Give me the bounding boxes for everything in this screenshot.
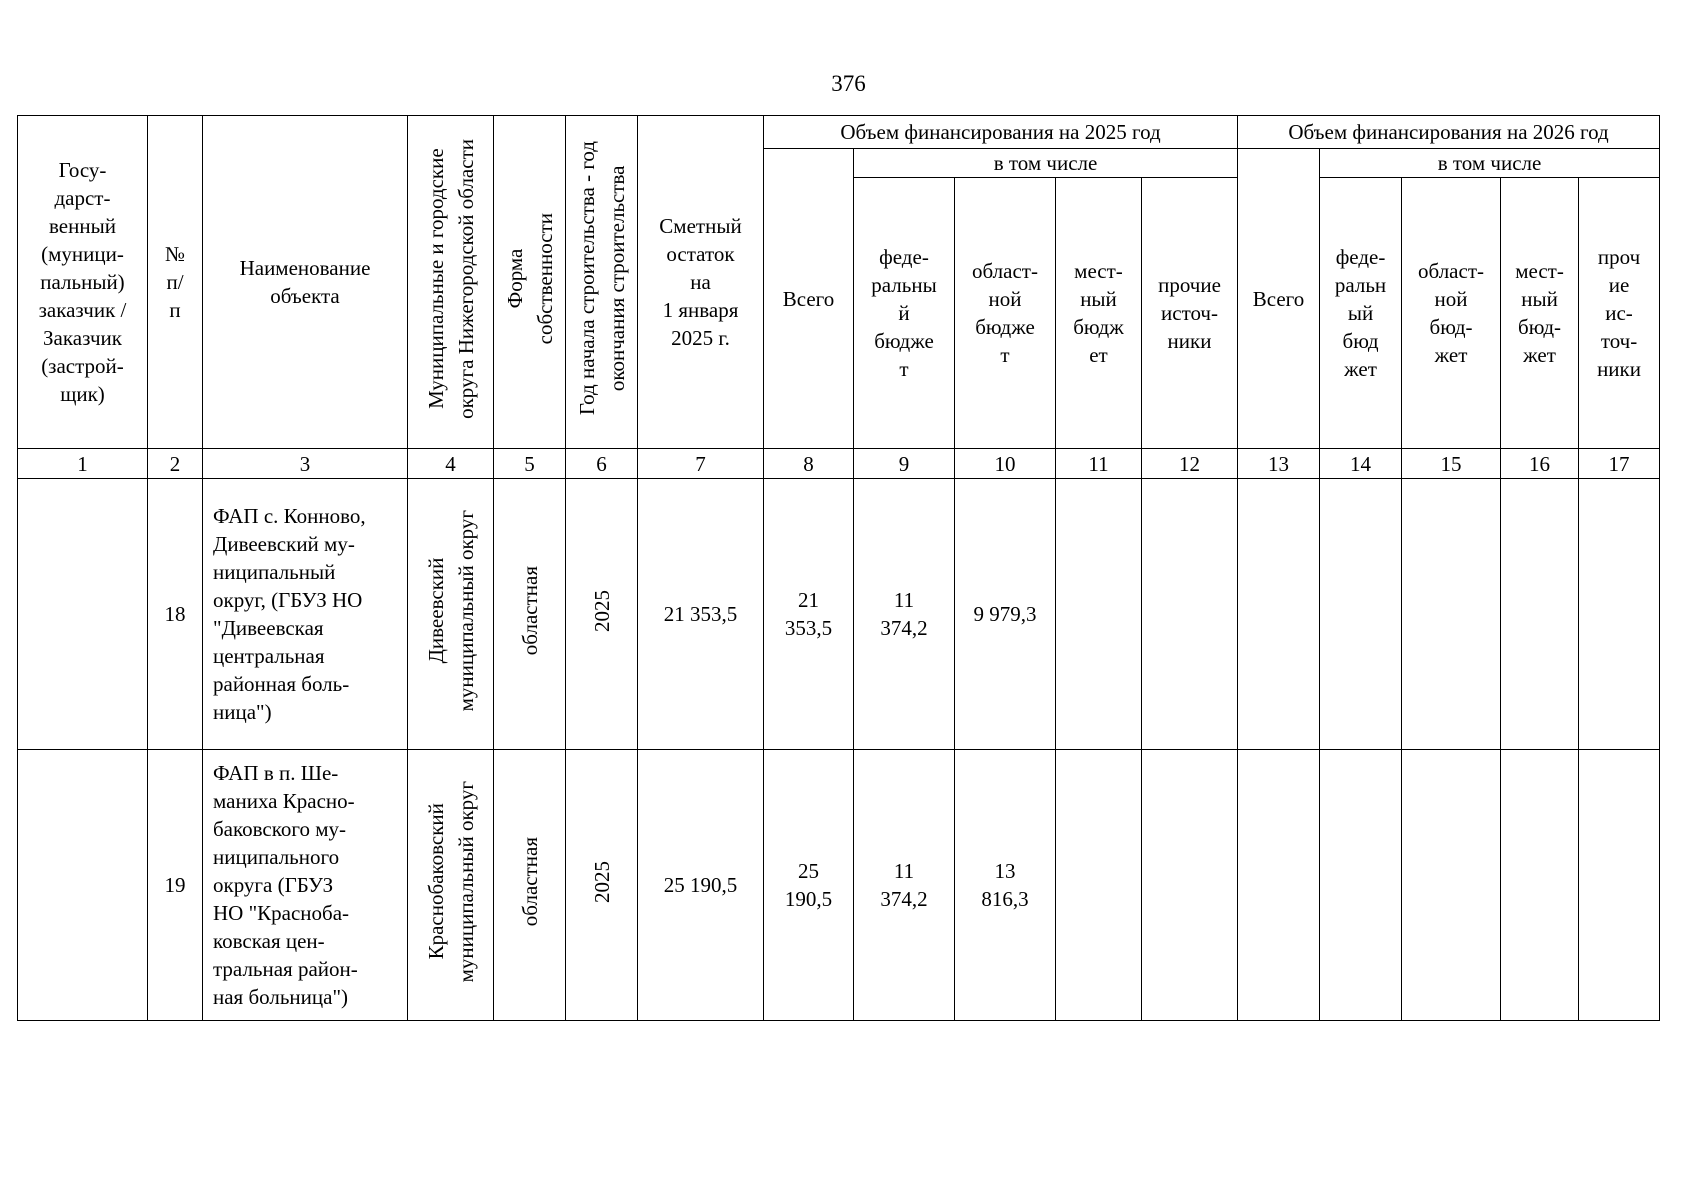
page-number: 376 [831,71,866,96]
header-municipality: Муниципальные и городские округа Нижегородской области [408,116,494,449]
cell-federal-2025: 11 374,2 [854,479,955,750]
cell-total-2026 [1238,750,1320,1021]
header-federal-2025: феде- ральны й бюдже т [854,178,955,449]
column-number: 15 [1402,449,1501,479]
header-group-2025: Объем финансирования на 2025 год [764,116,1238,149]
header-ownership: Форма собственности [494,116,566,449]
column-number: 9 [854,449,955,479]
cell-municipality: Краснобаковский муниципальный округ [408,750,494,1021]
header-group-2026: Объем финансирования на 2026 год [1238,116,1660,149]
cell-municipality: Дивеевский муниципальный округ [408,479,494,750]
column-number: 7 [638,449,764,479]
header-num: № п/ п [148,116,203,449]
header-regional-2025: област- ной бюдже т [955,178,1056,449]
cell-estimate: 25 190,5 [638,750,764,1021]
cell-other-2026 [1579,479,1660,750]
cell-total-2026 [1238,479,1320,750]
header-years: Год начала строительства - год окончания строительства [566,116,638,449]
cell-regional-2026 [1402,479,1501,750]
column-number: 8 [764,449,854,479]
column-number: 1 [18,449,148,479]
cell-other-2025 [1142,479,1238,750]
header-local-2026: мест- ный бюд- жет [1501,178,1579,449]
cell-regional-2025: 13 816,3 [955,750,1056,1021]
header-federal-2026: феде- ральн ый бюд жет [1320,178,1402,449]
cell-customer [18,750,148,1021]
cell-num: 19 [148,750,203,1021]
cell-other-2026 [1579,750,1660,1021]
header-customer: Госу- дарст- венный (муници- пальный) заказчик / Заказчик (застрой- щик) [18,116,148,449]
column-number: 17 [1579,449,1660,479]
cell-object-name: ФАП с. Конново, Дивеевский му- ниципальный округ, (ГБУЗ НО "Дивеевская центральная районная боль- ница") [203,479,408,750]
header-object-name: Наименование объекта [203,116,408,449]
cell-total-2025: 25 190,5 [764,750,854,1021]
cell-local-2025 [1056,750,1142,1021]
header-including-2026: в том числе [1320,149,1660,178]
column-number: 14 [1320,449,1402,479]
cell-customer [18,479,148,750]
header-total-2025: Всего [764,149,854,449]
header-other-2025: прочие источ- ники [1142,178,1238,449]
column-number: 5 [494,449,566,479]
cell-federal-2026 [1320,750,1402,1021]
cell-local-2026 [1501,479,1579,750]
header-estimate: Сметный остаток на 1 января 2025 г. [638,116,764,449]
header-including-2025: в том числе [854,149,1238,178]
financing-table [17,115,1660,1021]
table-row [18,750,1660,1021]
column-number: 10 [955,449,1056,479]
column-number: 3 [203,449,408,479]
cell-regional-2026 [1402,750,1501,1021]
column-number: 6 [566,449,638,479]
cell-local-2026 [1501,750,1579,1021]
column-number: 4 [408,449,494,479]
cell-years: 2025 [566,750,638,1021]
column-number: 13 [1238,449,1320,479]
cell-regional-2025: 9 979,3 [955,479,1056,750]
cell-ownership: областная [494,750,566,1021]
cell-federal-2026 [1320,479,1402,750]
cell-federal-2025: 11 374,2 [854,750,955,1021]
cell-estimate: 21 353,5 [638,479,764,750]
column-number: 2 [148,449,203,479]
cell-local-2025 [1056,479,1142,750]
header-other-2026: проч ие ис- точ- ники [1579,178,1660,449]
cell-years: 2025 [566,479,638,750]
cell-num: 18 [148,479,203,750]
column-number: 16 [1501,449,1579,479]
table-row [18,479,1660,750]
cell-ownership: областная [494,479,566,750]
header-row-1 [18,116,1660,149]
cell-object-name: ФАП в п. Ше- маниха Красно- баковского му- ниципального округа (ГБУЗ НО "Красноба- ковская цен- тральная район- ная больница") [203,750,408,1021]
column-number-row [18,449,1660,479]
cell-total-2025: 21 353,5 [764,479,854,750]
header-local-2025: мест- ный бюдж ет [1056,178,1142,449]
column-number: 11 [1056,449,1142,479]
cell-other-2025 [1142,750,1238,1021]
column-number: 12 [1142,449,1238,479]
header-total-2026: Всего [1238,149,1320,449]
header-regional-2026: област- ной бюд- жет [1402,178,1501,449]
